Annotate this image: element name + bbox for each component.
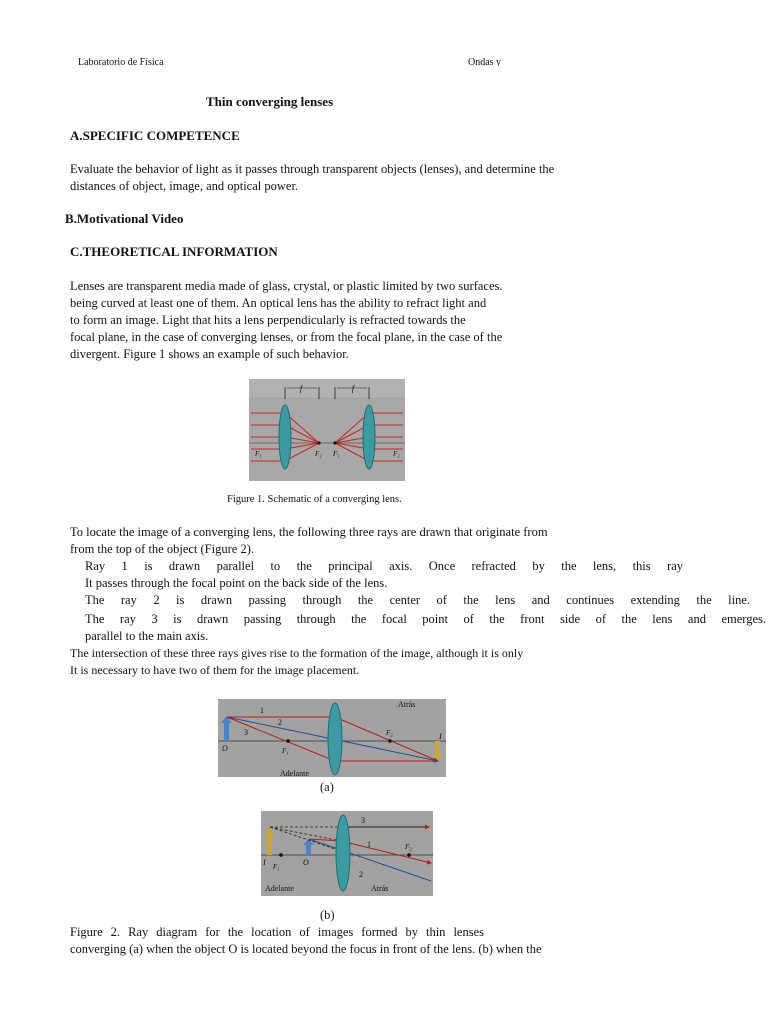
ray-3-line: parallel to the main axis. xyxy=(85,629,209,643)
figure-2a-label-f2: F₂ xyxy=(386,729,393,737)
figure-2a-label-atras: Atrás xyxy=(398,700,416,709)
figure-1-label-f2-left: F₂ xyxy=(315,450,322,458)
section-a-heading: A.SPECIFIC COMPETENCE xyxy=(70,128,240,143)
figure-2b-label-f2: F₂ xyxy=(405,843,412,851)
ray-3-line: The ray 3 is drawn passing through the focal point of the front side of the lens and emerges. xyxy=(85,612,766,626)
figure-2b-image xyxy=(261,811,433,896)
figure-2a-label-adelante: Adelante xyxy=(280,769,309,777)
rays-outro-line: The intersection of these three rays gives rise to the formation of the image, although it is only xyxy=(70,646,524,660)
figure-2b-ray-3: 3 xyxy=(361,816,365,825)
section-c-line: divergent. Figure 1 shows an example of such behavior. xyxy=(70,347,349,361)
figure-1-label-f2-right: F₂ xyxy=(393,450,400,458)
figure-1-label-f1-right: F₁ xyxy=(333,450,340,458)
figure-2b-ray-2: 2 xyxy=(359,870,363,879)
figure-2b-label: (b) xyxy=(320,908,335,922)
figure-2a-label: (a) xyxy=(320,780,334,794)
ray-2-line: The ray 2 is drawn passing through the center of the lens and continues extending the line. xyxy=(85,593,750,607)
figure-2a-image xyxy=(218,699,446,777)
section-b-heading: B.Motivational Video xyxy=(65,211,184,226)
figure-2b-label-atras: Atrás xyxy=(371,884,389,893)
page-title: Thin converging lenses xyxy=(206,94,334,109)
figure-1-f-right: f xyxy=(351,384,355,393)
rays-outro-line: It is necessary to have two of them for the image placement. xyxy=(70,663,360,677)
figure-2b-label-f1: F₁ xyxy=(273,863,280,871)
figure-2-caption-line: Figure 2. Ray diagram for the location of images formed by thin lenses xyxy=(70,925,484,939)
header-right: Ondas y xyxy=(468,57,502,66)
figure-2b-label-adelante: Adelante xyxy=(265,884,294,893)
figure-1-image xyxy=(249,379,405,481)
figure-2a-label-i: I xyxy=(439,732,442,741)
section-c-line: focal plane, in the case of converging lenses, or from the focal plane, in the case of the xyxy=(70,330,503,344)
figure-2-caption-line: converging (a) when the object O is located beyond the focus in front of the lens. (b) when the xyxy=(70,942,542,956)
header-left: Laboratorio de Física xyxy=(78,57,164,66)
section-c-heading: C.THEORETICAL INFORMATION xyxy=(70,244,278,259)
section-a-line: Evaluate the behavior of light as it passes through transparent objects (lenses), and determine the xyxy=(70,162,555,176)
rays-intro-line: from the top of the object (Figure 2). xyxy=(70,542,254,556)
section-a-line: distances of object, image, and optical power. xyxy=(70,179,299,193)
figure-1-f-left: f xyxy=(299,384,303,393)
figure-1-caption: Figure 1. Schematic of a converging lens. xyxy=(227,494,402,505)
section-c-line: Lenses are transparent media made of glass, crystal, or plastic limited by two surfaces. xyxy=(70,279,503,293)
section-c-line: to form an image. Light that hits a lens perpendicularly is refracted towards the xyxy=(70,313,466,327)
ray-1-line: Ray 1 is drawn parallel to the principal axis. Once refracted by the lens, this ray xyxy=(85,559,683,573)
rays-intro-line: To locate the image of a converging lens, the following three rays are drawn that originate from xyxy=(70,525,548,539)
figure-2b-label-i: I xyxy=(263,858,266,867)
figure-2a-ray-1: 1 xyxy=(260,706,264,715)
figure-2a-label-f1: F₁ xyxy=(282,747,289,755)
figure-1-label-f1-left: F₁ xyxy=(255,450,262,458)
section-c-line: being curved at least one of them. An optical lens has the ability to refract light and xyxy=(70,296,487,310)
figure-2b-ray-1: 1 xyxy=(367,840,371,849)
figure-2a-ray-3: 3 xyxy=(244,728,248,737)
ray-1-line: It passes through the focal point on the back side of the lens. xyxy=(85,576,388,590)
figure-2b-label-o: O xyxy=(303,858,309,867)
figure-2a-label-o: O xyxy=(222,744,228,753)
figure-2a-ray-2: 2 xyxy=(278,718,282,727)
